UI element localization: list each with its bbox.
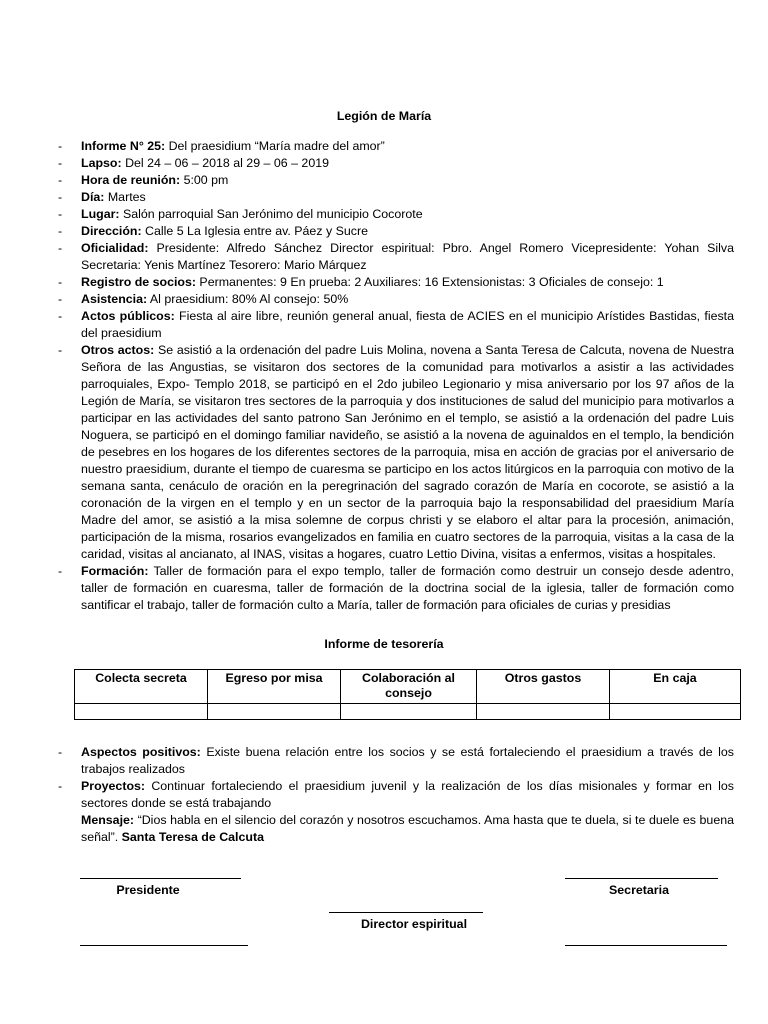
report-items-secondary: [58, 744, 734, 846]
item-label: Aspectos positivos:: [81, 745, 201, 759]
president-signature-line: [80, 878, 241, 879]
report-item: [58, 240, 734, 274]
item-label: Registro de socios:: [81, 275, 196, 289]
extra-signature-line-left: [80, 945, 248, 946]
item-text: Se asistió a la ordenación del padre Luis Molina, novena a Santa Teresa de Calcuta, novena de Nuestra Señora de las Angustias, se visitaron dos sectores de la comunidad para motivarlos a asistir a las actividades parroquiales, Expo- Templo 2018, se participó en el 2do jubileo Legionario y misa aniversario por los 97 años de la Legión de María, se visitaron tres sectores de la parroquia y dos instituciones de salud del municipio para motivarlos a participar en las actividades del santo patrono San Jerónimo en el templo, se asistió a la ordenación del padre Luis Noguera, se participó en el domingo familiar navideño, se asistió a la novena de aguinaldos en el templo, la bendición de pesebres en los hogares de los diferentes sectores de la parroquia, misa en acción de gracias por el aniversario de nuestro praesidium, durante el tiempo de cuaresma se participo en los actos litúrgicos en la parroquia con motivo de la semana santa, cenáculo de oración en la peregrinación del sagrado corazón de María en cocorote, se asistió a la coronación de la virgen en el templo y en un sector de la parroquia bajo la responsabilidad del praesidium María Madre del amor, se asistió a la misa solemne de corpus christi y se elaboro el altar para la procesión, animación, participación de la misma, rosarios evangelizados en familia en cuatro sectores de la parroquia, visitas a la casa de la caridad, visitas al ancianato, al INAS, visitas a hogares, cuatro Lettio Divina, visitas a enfermos, visitas a hospitales.: [81, 343, 734, 561]
item-label: Informe N° 25:: [81, 139, 166, 153]
report-item: [58, 274, 734, 291]
report-item: [58, 778, 734, 812]
item-text: Continuar fortaleciendo el praesidium juvenil y la realización de los días misionales y formar en los sectores donde se está trabajando: [81, 779, 734, 810]
report-item: [58, 189, 734, 206]
item-text: Salón parroquial San Jerónimo del municipio Cocorote: [119, 207, 423, 221]
treasury-header-cell: Otros gastos: [477, 670, 610, 704]
secretary-signature-line: [565, 878, 718, 879]
bullet-dash: -: [58, 241, 63, 255]
director-label: Director espiritual: [360, 917, 468, 931]
report-item: [58, 223, 734, 240]
item-label: Formación:: [81, 564, 149, 578]
item-text: Presidente: Alfredo Sánchez Director espiritual: Pbro. Angel Romero Vicepresidente: Yohan Silva Secretaria: Yenis Martínez Tesorero: Mario Márquez: [81, 241, 734, 272]
item-text: Del praesidium “María madre del amor”: [165, 139, 385, 153]
treasury-value-cell: [208, 704, 341, 720]
report-item: [58, 206, 734, 223]
extra-signature-line-right: [565, 945, 727, 946]
report-item: [58, 308, 734, 342]
treasury-value-row: [75, 704, 741, 720]
message-author: Santa Teresa de Calcuta: [121, 830, 264, 844]
item-text: Del 24 – 06 – 2018 al 29 – 06 – 2019: [121, 156, 329, 170]
secretary-label: Secretaria: [609, 883, 669, 897]
document-title: Legión de María: [336, 109, 432, 123]
bullet-dash: -: [58, 309, 63, 323]
item-label: Oficialidad:: [81, 241, 149, 255]
item-text: Al praesidium: 80% Al consejo: 50%: [147, 292, 349, 306]
report-item: [58, 155, 734, 172]
treasury-value-cell: [341, 704, 477, 720]
report-items: [58, 138, 734, 614]
bullet-dash: -: [58, 292, 63, 306]
bullet-dash: -: [58, 139, 63, 153]
director-signature-line: [329, 912, 483, 913]
bullet-dash: -: [58, 745, 63, 759]
report-item: [58, 172, 734, 189]
bullet-dash: -: [58, 207, 63, 221]
item-label: Asistencia:: [81, 292, 148, 306]
treasury-header-cell: En caja: [610, 670, 741, 704]
treasury-header-cell: Egreso por misa: [208, 670, 341, 704]
bullet-dash: -: [58, 343, 63, 357]
item-text: Martes: [104, 190, 146, 204]
treasury-header-row: [75, 670, 741, 704]
item-text: 5:00 pm: [180, 173, 229, 187]
item-label: Otros actos:: [81, 343, 155, 357]
report-item: [58, 138, 734, 155]
item-label: Lugar:: [81, 207, 120, 221]
treasury-value-cell: [610, 704, 741, 720]
bullet-dash: -: [58, 564, 63, 578]
item-label: Proyectos:: [81, 779, 146, 793]
bullet-dash: -: [58, 779, 63, 793]
president-label: Presidente: [116, 883, 180, 897]
item-text: Permanentes: 9 En prueba: 2 Auxiliares: 16 Extensionistas: 3 Oficiales de consejo: 1: [195, 275, 664, 289]
treasury-header-cell: Colecta secreta: [75, 670, 208, 704]
message-paragraph: [58, 812, 734, 846]
message-label: Mensaje:: [81, 813, 135, 827]
item-label: Lapso:: [81, 156, 122, 170]
report-item: [58, 342, 734, 563]
bullet-dash: -: [58, 190, 63, 204]
bullet-dash: -: [58, 275, 63, 289]
treasury-value-cell: [75, 704, 208, 720]
item-text: Taller de formación para el expo templo, taller de formación como destruir un consejo desde adentro, taller de formación en cuaresma, taller de formación de la doctrina social de la iglesia, taller de formación como santificar el trabajo, taller de formación culto a María, taller de formación para oficiales de curias y presidias: [81, 564, 734, 612]
item-text: Calle 5 La Iglesia entre av. Páez y Sucre: [141, 224, 368, 238]
report-item: [58, 563, 734, 614]
item-label: Hora de reunión:: [81, 173, 181, 187]
item-text: Fiesta al aire libre, reunión general anual, fiesta de ACIES en el municipio Arístides Bastidas, fiesta del praesidium: [81, 309, 734, 340]
bullet-dash: -: [58, 156, 63, 170]
treasury-title: Informe de tesorería: [324, 637, 444, 651]
item-label: Actos públicos:: [81, 309, 175, 323]
treasury-table: [74, 669, 741, 720]
item-label: Día:: [81, 190, 105, 204]
message-text: “Dios habla en el silencio del corazón y nosotros escuchamos. Ama hasta que te duela, si te duele es buena señal”.: [81, 813, 734, 844]
report-item: [58, 744, 734, 778]
treasury-value-cell: [477, 704, 610, 720]
bullet-dash: -: [58, 173, 63, 187]
treasury-header-cell: Colaboración al consejo: [341, 670, 477, 704]
bullet-dash: -: [58, 224, 63, 238]
item-text: Existe buena relación entre los socios y se está fortaleciendo el praesidium a través de los trabajos realizados: [81, 745, 734, 776]
item-label: Dirección:: [81, 224, 142, 238]
report-item: [58, 291, 734, 308]
